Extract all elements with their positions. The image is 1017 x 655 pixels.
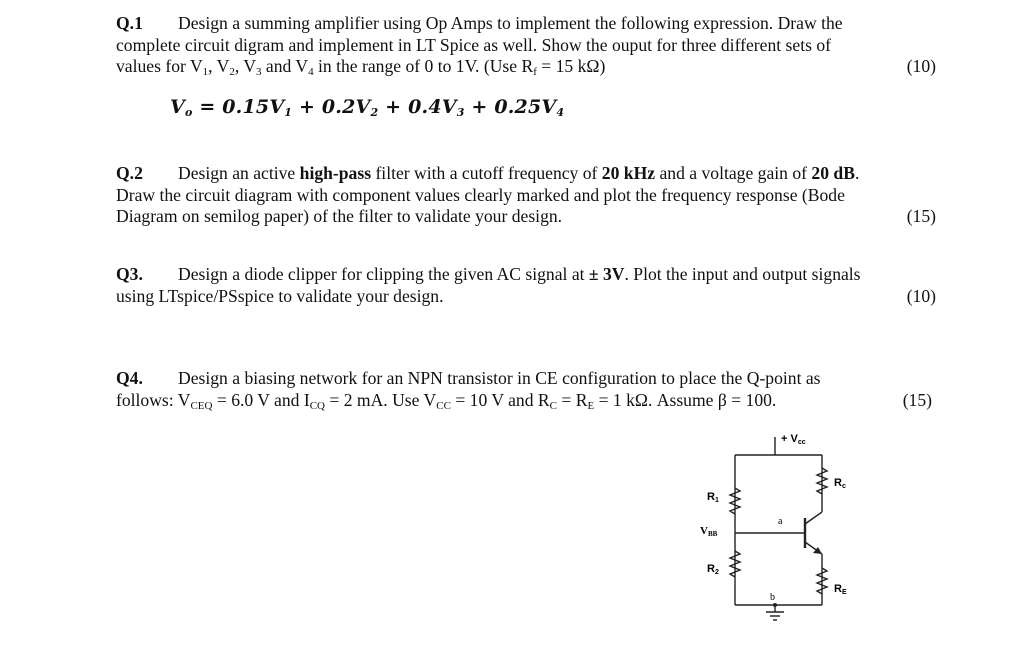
node-b-label: b xyxy=(770,592,775,603)
q3-line-2: using LTspice/PSspice to validate your design. (10) xyxy=(116,285,936,306)
vbb-label: VBB xyxy=(700,525,718,538)
q1-equation: $V_o = 0.15V_1 + 0.2V_2 + 0.4V_3 + 0.25V_4$ xyxy=(170,96,565,119)
q1-line-2: complete circuit digram and implement in LT Spice as well. Show the ouput for three different sets of xyxy=(116,34,831,55)
node-a-label: a xyxy=(778,516,783,527)
node-dot xyxy=(773,603,777,607)
transistor-collector xyxy=(805,512,822,524)
q3-marks: (10) xyxy=(906,285,936,306)
q4-line-2: follows: $V_{CEQ} = 6.0$ V and $I_{CQ} = 2$ mA. Use $V_{CC} = 10$ V and $R_C = R_E = 1$ kΩ. Assume β = 100. (15) xyxy=(116,389,932,412)
q2-line-2: Draw the circuit diagram with component values clearly marked and plot the frequency response (Bode xyxy=(116,184,845,205)
vcc-label: + Vcc xyxy=(781,433,806,446)
r1-label: R1 xyxy=(707,491,719,504)
q1-number: Q.1 xyxy=(116,13,143,33)
rc-label: Rc xyxy=(834,477,846,490)
q1-line-3: values for $V_1$, $V_2$, $V_3$ and $V_4$ in the range of 0 to 1V. (Use $R_f = 15$ kΩ) (10) xyxy=(116,56,936,78)
q2-line-1: Q.2 Design an active high-pass filter with a cutoff frequency of 20 kHz and a voltage gain of 20 dB. xyxy=(116,163,860,183)
r2-label: R2 xyxy=(707,563,719,576)
q3-line-1: Q3. Design a diode clipper for clipping the given AC signal at ± 3V. Plot the input and output signals xyxy=(116,264,861,284)
q4-line-1: Q4. Design a biasing network for an NPN transistor in CE configuration to place the Q-point as xyxy=(116,368,821,388)
q2-line-3: Diagram on semilog paper) of the filter to validate your design. (15) xyxy=(116,206,936,226)
q1-marks: (10) xyxy=(906,56,936,76)
q2-number: Q.2 xyxy=(116,163,143,183)
q3-number: Q3. xyxy=(116,264,143,284)
q2-marks: (15) xyxy=(906,206,936,226)
re-label: RE xyxy=(834,583,847,596)
q4-number: Q4. xyxy=(116,368,143,388)
q4-marks: (15) xyxy=(902,389,932,410)
q1-line-1: Q.1 Design a summing amplifier using Op Amps to implement the following expression. Draw the xyxy=(116,13,843,33)
